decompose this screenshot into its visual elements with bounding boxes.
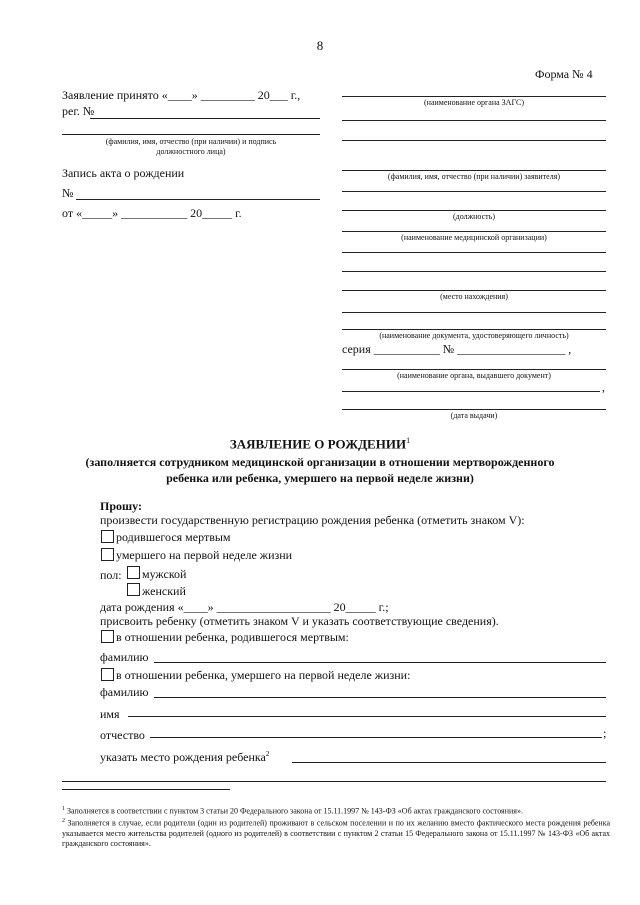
applicant-field[interactable] — [342, 170, 606, 171]
record-no-field[interactable] — [76, 199, 320, 200]
record-no-label: № — [62, 186, 74, 200]
name-label: имя — [100, 707, 120, 721]
footnote-separator — [62, 789, 230, 790]
issuer-field[interactable] — [342, 369, 606, 370]
regarding-stillborn-checkbox[interactable] — [101, 630, 114, 643]
form-label: Форма № 4 — [535, 67, 593, 81]
issuer-comma: , — [602, 380, 605, 394]
request-label: Прошу: — [100, 499, 142, 513]
document-title-sup: 1 — [406, 436, 411, 445]
issue-date-caption: (дата выдачи) — [450, 411, 498, 420]
footnote-2-sup: 2 — [62, 818, 65, 824]
title-sub-1: (заполняется сотрудником медицинской организации в отношении мертворожденного — [85, 455, 555, 469]
sex-label: пол: — [100, 568, 122, 582]
birth-date-line: дата рождения «____» ___________________ 20_____ г.; — [100, 600, 389, 614]
official-field[interactable] — [62, 134, 320, 135]
surname-label: фамилию — [100, 650, 149, 664]
zags-field-3[interactable] — [342, 140, 606, 141]
birthplace-field-2[interactable] — [62, 781, 606, 782]
med-org-field-3[interactable] — [342, 271, 606, 272]
regarding-died-checkbox[interactable] — [101, 668, 114, 681]
med-org-caption: (наименование медицинской организации) — [401, 233, 547, 242]
position-caption: (должность) — [453, 212, 495, 221]
male-label: мужской — [142, 567, 187, 581]
issue-date-field[interactable] — [342, 409, 606, 410]
name-field[interactable] — [128, 716, 606, 717]
title-sub-2: ребенка или ребенка, умершего на первой неделе жизни) — [166, 471, 474, 485]
footnote-2-text: Заполняется в случае, если родители (один из родителей) проживают в сельском поселении и по их желанию вместо фактического места рождения ребенка указывается место жительства родителей (одного из родителей) в соответствии с пунктом 2 статьи 15 Федерального закона от 15.11.1997 № 143-ФЗ «Об актах гражданского состояния». — [62, 818, 610, 848]
regarding-died-label: в отношении ребенка, умершего на первой неделе жизни: — [116, 668, 411, 682]
stillborn-checkbox[interactable] — [101, 530, 114, 543]
position-field[interactable] — [342, 210, 606, 211]
birthplace-text: указать место рождения ребенка — [100, 750, 266, 764]
patronymic-label: отчество — [100, 728, 145, 742]
footnote-1-text: Заполняется в соответствии с пунктом 3 статьи 20 Федерального закона от 15.11.1997 № 143-ФЗ «Об актах гражданского состояния». — [67, 806, 523, 816]
record-title: Запись акта о рождении — [62, 166, 185, 180]
register-line: произвести государственную регистрацию рождения ребенка (отметить знаком V): — [100, 513, 525, 527]
surname2-field[interactable] — [154, 697, 606, 698]
location-field-2[interactable] — [342, 312, 606, 313]
series-line: серия ___________ № __________________ , — [342, 342, 572, 356]
died-first-week-label: умершего на первой неделе жизни — [116, 548, 293, 562]
died-first-week-checkbox[interactable] — [101, 548, 114, 561]
med-org-field-2[interactable] — [342, 252, 606, 253]
location-caption: (место нахождения) — [440, 292, 508, 301]
patronymic-semicolon: ; — [603, 726, 607, 740]
birthplace-label — [100, 750, 269, 765]
med-org-field[interactable] — [342, 231, 606, 232]
patronymic-field[interactable] — [150, 737, 602, 738]
reg-label: рег. № — [62, 104, 95, 118]
document-title-text: ЗАЯВЛЕНИЕ О РОЖДЕНИИ — [229, 436, 407, 452]
reg-field[interactable] — [90, 118, 320, 119]
surname2-label: фамилию — [100, 685, 149, 699]
issuer-field-2[interactable] — [342, 391, 600, 392]
applicant-caption: (фамилия, имя, отчество (при наличии) заявителя) — [387, 172, 561, 181]
official-caption-2: должностного лица) — [156, 147, 226, 156]
regarding-stillborn-label: в отношении ребенка, родившегося мертвым: — [116, 630, 349, 644]
location-field[interactable] — [342, 290, 606, 291]
official-caption-1: (фамилия, имя, отчество (при наличии) и подпись — [105, 137, 277, 146]
zags-caption: (наименование органа ЗАГС) — [424, 98, 524, 107]
footnote-2 — [62, 816, 610, 849]
birthplace-sup: 2 — [265, 750, 270, 758]
footnote-1 — [62, 804, 610, 817]
surname-field[interactable] — [154, 662, 606, 663]
footnote-1-sup: 1 — [62, 806, 65, 812]
issuer-caption: (наименование органа, выдавшего документ) — [397, 371, 551, 380]
applicant-field-2[interactable] — [342, 191, 606, 192]
record-date: от «_____» ___________ 20_____ г. — [62, 206, 242, 220]
document-title — [0, 436, 640, 452]
id-doc-caption: (наименование документа, удостоверяющего личность) — [379, 331, 569, 340]
page-number: 8 — [316, 38, 324, 53]
id-doc-field[interactable] — [342, 329, 606, 330]
female-checkbox[interactable] — [127, 583, 140, 596]
female-label: женский — [142, 584, 186, 598]
zags-field[interactable] — [342, 96, 606, 97]
birthplace-field[interactable] — [292, 762, 606, 763]
accepted-line: Заявление принято «____» _________ 20___ г., — [62, 88, 301, 102]
stillborn-label: родившегося мертвым — [116, 530, 231, 544]
male-checkbox[interactable] — [127, 566, 140, 579]
assign-line: присвоить ребенку (отметить знаком V и указать соответствующие сведения). — [100, 614, 499, 628]
zags-field-2[interactable] — [342, 120, 606, 121]
